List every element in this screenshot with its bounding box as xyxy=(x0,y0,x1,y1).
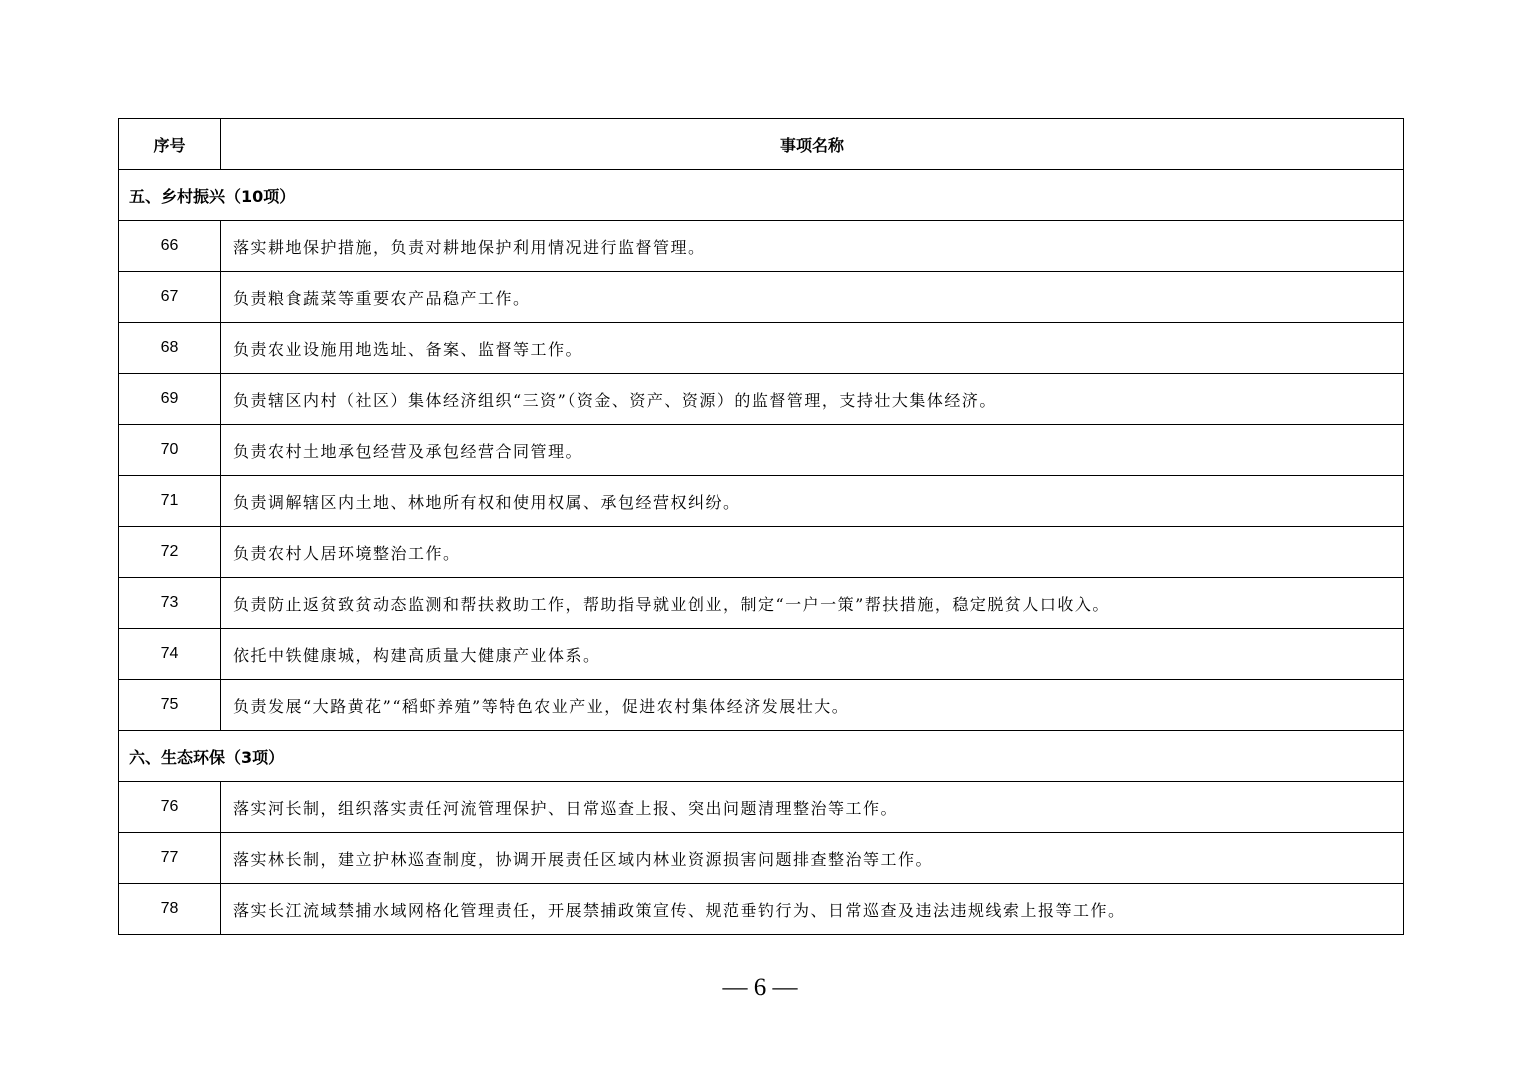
column-header-item-name: 事项名称 xyxy=(221,119,1404,170)
row-item-text: 负责辖区内村（社区）集体经济组织“三资”（资金、资产、资源）的监督管理，支持壮大集体经济。 xyxy=(221,374,1404,425)
row-number: 68 xyxy=(119,323,221,374)
section-title: 五、乡村振兴（10项） xyxy=(119,170,1404,221)
table-header-row xyxy=(119,119,1404,170)
row-number: 66 xyxy=(119,221,221,272)
table-row xyxy=(119,476,1404,527)
duties-table xyxy=(118,118,1404,935)
page-number: — 6 — xyxy=(722,974,798,1001)
row-item-text: 落实长江流域禁捕水域网格化管理责任，开展禁捕政策宣传、规范垂钓行为、日常巡查及违法违规线索上报等工作。 xyxy=(221,884,1404,935)
row-item-text: 落实耕地保护措施，负责对耕地保护利用情况进行监督管理。 xyxy=(221,221,1404,272)
table-row xyxy=(119,578,1404,629)
row-item-text: 落实河长制，组织落实责任河流管理保护、日常巡查上报、突出问题清理整治等工作。 xyxy=(221,782,1404,833)
row-number: 75 xyxy=(119,680,221,731)
row-item-text: 负责粮食蔬菜等重要农产品稳产工作。 xyxy=(221,272,1404,323)
row-number: 70 xyxy=(119,425,221,476)
row-number: 71 xyxy=(119,476,221,527)
row-item-text: 负责农村人居环境整治工作。 xyxy=(221,527,1404,578)
row-item-text: 负责农村土地承包经营及承包经营合同管理。 xyxy=(221,425,1404,476)
section-row xyxy=(119,170,1404,221)
table-row xyxy=(119,884,1404,935)
row-item-text: 依托中铁健康城，构建高质量大健康产业体系。 xyxy=(221,629,1404,680)
table-row xyxy=(119,221,1404,272)
row-number: 77 xyxy=(119,833,221,884)
row-item-text: 落实林长制，建立护林巡查制度，协调开展责任区域内林业资源损害问题排查整治等工作。 xyxy=(221,833,1404,884)
row-number: 76 xyxy=(119,782,221,833)
column-header-number: 序号 xyxy=(119,119,221,170)
row-number: 78 xyxy=(119,884,221,935)
table-row xyxy=(119,782,1404,833)
section-title: 六、生态环保（3项） xyxy=(119,731,1404,782)
table-row xyxy=(119,833,1404,884)
section-row xyxy=(119,731,1404,782)
table-row xyxy=(119,374,1404,425)
row-number: 72 xyxy=(119,527,221,578)
table-row xyxy=(119,527,1404,578)
table-row xyxy=(119,680,1404,731)
row-number: 74 xyxy=(119,629,221,680)
row-item-text: 负责防止返贫致贫动态监测和帮扶救助工作，帮助指导就业创业，制定“一户一策”帮扶措施，稳定脱贫人口收入。 xyxy=(221,578,1404,629)
table-row xyxy=(119,323,1404,374)
row-item-text: 负责发展“大路黄花”“稻虾养殖”等特色农业产业，促进农村集体经济发展壮大。 xyxy=(221,680,1404,731)
row-item-text: 负责农业设施用地选址、备案、监督等工作。 xyxy=(221,323,1404,374)
row-item-text: 负责调解辖区内土地、林地所有权和使用权属、承包经营权纠纷。 xyxy=(221,476,1404,527)
table-row xyxy=(119,272,1404,323)
table-row xyxy=(119,425,1404,476)
row-number: 69 xyxy=(119,374,221,425)
row-number: 67 xyxy=(119,272,221,323)
row-number: 73 xyxy=(119,578,221,629)
table-row xyxy=(119,629,1404,680)
